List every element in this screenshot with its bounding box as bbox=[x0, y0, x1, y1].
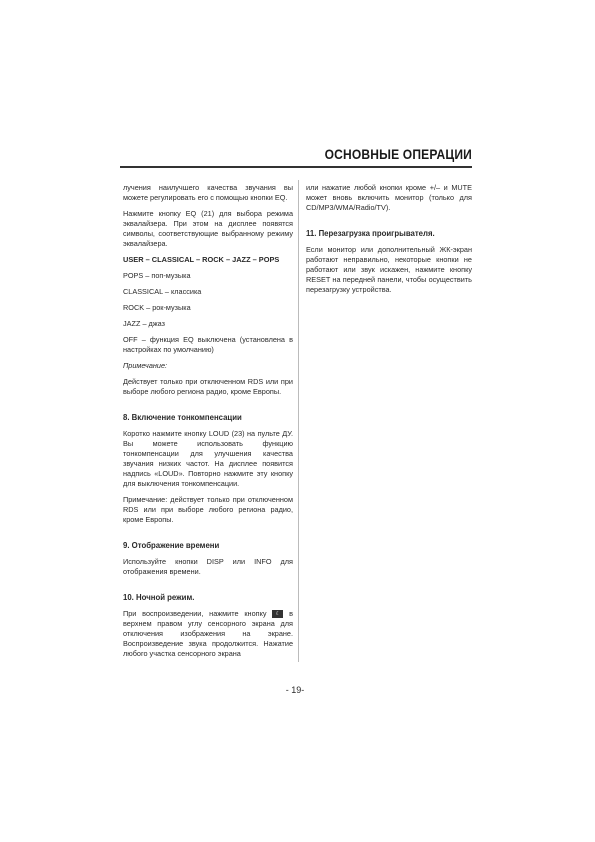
section-11-heading: 11. Перезагрузка проигрывателя. bbox=[306, 229, 435, 238]
section-9-heading: 9. Отображение времени bbox=[123, 541, 220, 550]
eq-mode-pops: POPS – поп-музыка bbox=[123, 271, 191, 280]
section-8-heading: 8. Включение тонкомпенсации bbox=[123, 413, 242, 422]
eq-modes-sequence: USER – CLASSICAL – ROCK – JAZZ – POPS bbox=[123, 255, 280, 264]
eq-mode-rock: ROCK – рок-музыка bbox=[123, 303, 191, 312]
left-column bbox=[123, 183, 293, 659]
note-label: Примечание: bbox=[123, 361, 168, 370]
page-title: ОСНОВНЫЕ ОПЕРАЦИИ bbox=[324, 146, 472, 162]
section-9-text: Используйте кнопки DISP или INFO для отображения времени. bbox=[123, 557, 293, 576]
section-10-text bbox=[123, 609, 293, 659]
eq-mode-classical: CLASSICAL – классика bbox=[123, 287, 202, 296]
column-divider bbox=[298, 180, 299, 662]
section-10-text-b: в верхнем правом углу сенсорного экрана для отключения изображения на экране. Воспроизведение звука продолжится. Нажатие любого участка сенсорного экрана bbox=[123, 609, 293, 658]
moon-icon: ☾ bbox=[272, 610, 283, 618]
section-10-heading: 10. Ночной режим. bbox=[123, 593, 195, 602]
section-11-text: Если монитор или дополнительный ЖК-экран работают неправильно, некоторые кнопки не работают или звук искажен, нажмите кнопку RESET на передней панели, чтобы осуществить перезагрузку устройства. bbox=[306, 245, 472, 294]
note-text: Действует только при отключенном RDS или при выборе любого региона радио, кроме Европы. bbox=[123, 377, 293, 396]
intro-paragraph: лучения наилучшего качества звучания вы можете регулировать его с помощью кнопки EQ. bbox=[123, 183, 293, 202]
continuation-paragraph: или нажатие любой кнопки кроме +/– и MUTE может вновь включить монитор (только для CD/MP3/WMA/Radio/TV). bbox=[306, 183, 472, 212]
right-column bbox=[306, 183, 472, 295]
section-10-text-a: При воспроизведении, нажмите кнопку bbox=[123, 609, 267, 618]
page-number: - 19- bbox=[285, 685, 305, 695]
eq-mode-off: OFF – функция EQ выключена (установлена в настройках по умолчанию) bbox=[123, 335, 293, 354]
eq-mode-jazz: JAZZ – джаз bbox=[123, 319, 166, 328]
title-rule bbox=[120, 166, 472, 168]
section-8-text: Коротко нажмите кнопку LOUD (23) на пульте ДУ. Вы можете использовать функцию тонкомпенсации для улучшения качества звучания низких частот. На дисплее появится надпись «LOUD». Повторно нажмите эту кнопку для выключения тонкомпенсации. bbox=[123, 429, 293, 488]
eq-paragraph: Нажмите кнопку EQ (21) для выбора режима эквалайзера. При этом на дисплее появятся символы, соответствующие выбранному режиму эквалайзера. bbox=[123, 209, 293, 248]
section-8-note: Примечание: действует только при отключенном RDS или при выборе любого региона радио, кроме Европы. bbox=[123, 495, 293, 524]
